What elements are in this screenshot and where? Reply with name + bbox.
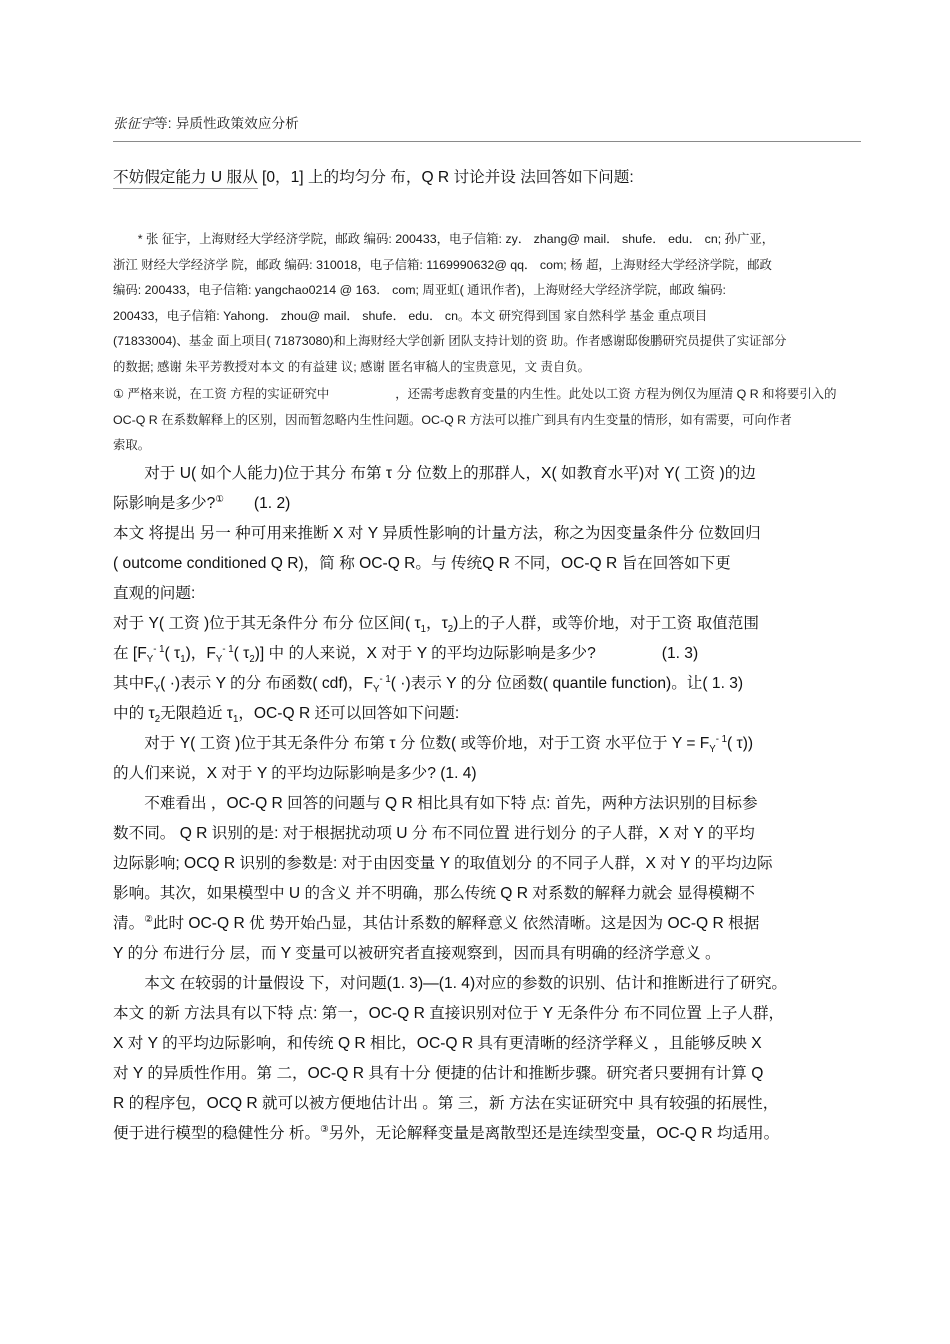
F-subscript-Y-1: Y bbox=[146, 653, 154, 665]
page-content bbox=[113, 0, 861, 1149]
F-subscript-Y-2: Y bbox=[215, 653, 223, 665]
contributions-text-a: 便于进行模型的稳健性分 析。 bbox=[113, 1124, 321, 1142]
header-divider-rule bbox=[113, 141, 861, 142]
question-1-4-text-a: 对于 Y( 工资 )位于其无条件分 布第 τ 分 位数( 或等价地，对于工资 水平位于 Y = F bbox=[144, 734, 710, 752]
question-1-4-line-2: 的人们来说，X 对于 Y 的平均边际影响是多少? (1. 4) bbox=[113, 764, 477, 782]
comparison-line-2: 数不同。 Q R 识别的是: 对于根据扰动项 U 分 布不同位置 进行划分 的子人群，X 对 Y 的平均 bbox=[113, 824, 755, 842]
question-1-3-line-1 bbox=[113, 609, 861, 639]
footnote-star-line-6: 的数据; 感谢 朱平芳教授对本文 的有益建 议; 感谢 匿名审稿人的宝贵意见，文 责自负。 bbox=[113, 359, 591, 374]
contributions-line-6 bbox=[113, 1119, 861, 1149]
comparison-line-5 bbox=[113, 909, 861, 939]
footnote-star-line-2: 浙江 财经大学经济学 院，邮政 编码: 310018，电子信箱: 1169990632@ qq． com; 杨 超，上海财经大学经济学院，邮政 bbox=[113, 257, 772, 272]
quantile-fn-text-d: ( τ bbox=[233, 644, 250, 662]
tau-subscript-1: 1 bbox=[420, 623, 427, 635]
contributions-line-5: R 的程序包，OCQ R 就可以被方便地估计出 。第 三，新 方法在实证研究中 具有较强的拓展性， bbox=[113, 1094, 779, 1112]
question-1-3-block bbox=[113, 609, 861, 669]
question-1-2-block bbox=[113, 459, 861, 519]
cdf-text-e: 无限趋近 τ bbox=[160, 704, 233, 722]
F-inverse-exponent-1: - 1 bbox=[153, 643, 165, 655]
F-inverse-exponent-2: - 1 bbox=[222, 643, 234, 655]
footnote-one-block bbox=[113, 382, 861, 459]
opening-rest-text: [0，1] 上的均匀分 布，Q R 讨论并设 法回答如下问题: bbox=[257, 169, 634, 186]
footnote-one-text-b: ，还需考虑教育变量的内生性。此处以工资 方程为例仅为厘清 Q R 和将要引入的 bbox=[395, 387, 837, 401]
footnote-one-text-a: 严格来说，在工资 方程的实证研究中 bbox=[124, 387, 330, 401]
contributions-line-4: 对 Y 的异质性作用。第 二，OC-Q R 具有十分 便捷的估计和推断步骤。研究者只要拥有计算 Q bbox=[113, 1064, 764, 1082]
footnote-star-line-1: * 张 征宇，上海财经大学经济学院，邮政 编码: 200433，电子信箱: zy． zhang@ mail． shufe． edu． cn; 孙广亚， bbox=[137, 232, 775, 246]
ocqr-intro-line-1: 本文 将提出 另一 种可用来推断 X 对 Y 异质性影响的计量方法，称之为因变量条件分 位数回归 bbox=[113, 524, 761, 542]
footnote-one-line-2: OC-Q R 在系数解释上的区别，因而暂忽略内生性问题。OC-Q R 方法可以推广到具有内生变量的情形，如有需要，可向作者 bbox=[113, 412, 792, 427]
question-1-3-line-2 bbox=[113, 639, 861, 669]
comparison-line-1: 不难看出 ，OC-Q R 回答的问题与 Q R 相比具有如下特 点: 首先，两种方法识别的目标参 bbox=[144, 794, 758, 812]
running-head-author: 张征宇 bbox=[113, 116, 155, 131]
footnote-star-line-4: 200433，电子信箱: Yahong． zhou@ mail． shufe． edu． cn。本文 研究得到国 家自然科学 基金 重点项目 bbox=[113, 308, 708, 323]
cdf-explanation-paragraph bbox=[113, 669, 861, 729]
comparison-line-3: 边际影响; OCQ R 识别的参数是: 对于由因变量 Y 的取值划分 的不同子人群，X 对 Y 的平均边际 bbox=[113, 854, 773, 872]
quantile-fn-text-c: )，F bbox=[185, 644, 216, 662]
question-1-2-footnote-marker: ① bbox=[215, 493, 224, 505]
running-head-title: 等: 异质性政策效应分析 bbox=[154, 116, 300, 131]
ocqr-intro-paragraph bbox=[113, 519, 861, 609]
F-inverse-exponent-3: - 1 bbox=[379, 673, 391, 685]
tau-subscript-4: 2 bbox=[249, 653, 255, 665]
quantile-fn-text-a: 在 [F bbox=[113, 644, 147, 662]
question-1-4-text-b: ( τ)) bbox=[727, 734, 754, 752]
question-1-2-text: 际影响是多少? bbox=[113, 494, 216, 512]
cdf-text-d: 中的 τ bbox=[113, 704, 155, 722]
F-subscript-Y-5: Y bbox=[709, 743, 716, 755]
footnote-one-line-1 bbox=[113, 382, 861, 408]
tau-subscript-3: 1 bbox=[180, 653, 186, 665]
tau-subscript-6: 1 bbox=[232, 713, 239, 725]
contributions-line-2: 本文 的新 方法具有以下特 点: 第一，OC-Q R 直接识别对位于 Y 无条件分 布不同位置 上子人群， bbox=[113, 1004, 785, 1022]
quantile-fn-text-e: )] 中 的人来说，X 对于 Y 的平均边际影响是多少? bbox=[254, 644, 596, 662]
running-head bbox=[113, 112, 861, 132]
contributions-line-1: 本文 在较弱的计量假设 下，对问题(1. 3)—(1. 4)对应的参数的识别、估计和推断进行了研究。 bbox=[144, 974, 788, 992]
comparison-line-4: 影响。其次，如果模型中 U 的含义 并不明确，那么传统 Q R 对系数的解释力就会 显得模糊不 bbox=[113, 884, 755, 902]
footnote-two-marker: ② bbox=[144, 913, 153, 925]
footnote-star-block bbox=[113, 227, 861, 380]
footnote-three-marker: ③ bbox=[320, 1123, 329, 1135]
F-inverse-exponent-4: - 1 bbox=[715, 733, 728, 745]
comparison-text-b: 此时 OC-Q R 优 势开始凸显，其估计系数的解释意义 依然清晰。这是因为 OC-Q R 根据 bbox=[152, 914, 760, 932]
cdf-text-f: ，OC-Q R 还可以回答如下问题: bbox=[238, 704, 460, 722]
footnote-star-line-5: (71833004)、基金 面上项目( 71873080)和上海财经大学创新 团队支持计划的资 助。作者感谢邸俊鹏研究员提供了实证部分 bbox=[113, 334, 787, 348]
opening-underlined-text: 不妨假定能力 U 服从 bbox=[113, 169, 258, 189]
contributions-paragraph bbox=[113, 969, 861, 1149]
tau-subscript-5: 2 bbox=[154, 713, 161, 725]
F-subscript-Y-4: Y bbox=[373, 683, 380, 695]
cdf-text-c: ( ·)表示 Y 的分 位函数( quantile function)。让( 1. 3) bbox=[390, 674, 744, 692]
contributions-line-3: X 对 Y 的平均边际影响，和传统 Q R 相比，OC-Q R 具有更清晰的经济学释义 ，且能够反映 X bbox=[113, 1034, 762, 1052]
opening-paragraph bbox=[113, 163, 861, 193]
question-1-3-text-a: 对于 Y( 工资 )位于其无条件分 布分 位区间( τ bbox=[113, 614, 421, 632]
question-1-4-block bbox=[113, 729, 861, 789]
footnote-one-line-3: 索取。 bbox=[113, 438, 151, 452]
cdf-line-1 bbox=[113, 669, 861, 699]
quantile-fn-text-b: ( τ bbox=[164, 644, 181, 662]
cdf-text-b: ( ·)表示 Y 的分 布函数( cdf)，F bbox=[160, 674, 373, 692]
footnote-one-marker: ① bbox=[113, 387, 125, 401]
equation-tag-1-2: (1. 2) bbox=[253, 494, 291, 512]
question-1-2-line-2 bbox=[113, 489, 861, 519]
F-subscript-Y-3: Y bbox=[153, 683, 161, 695]
ocqr-intro-line-2: ( outcome conditioned Q R)，简 称 OC-Q R。与 传统Q R 不同，OC-Q R 旨在回答如下更 bbox=[113, 554, 731, 572]
footnote-star-line-3: 编码: 200433，电子信箱: yangchao0214 @ 163． com; 周亚虹( 通讯作者)，上海财经大学经济学院，邮政 编码: bbox=[113, 283, 726, 297]
question-1-4-line-1 bbox=[113, 729, 861, 759]
contributions-text-b: 另外，无论解释变量是离散型还是连续型变量，OC-Q R 均适用。 bbox=[328, 1124, 780, 1142]
ocqr-intro-line-3: 直观的问题: bbox=[113, 584, 196, 602]
comparison-paragraph bbox=[113, 789, 861, 969]
question-1-3-text-c: )上的子人群，或等价地，对于工资 取值范围 bbox=[453, 614, 759, 632]
cdf-line-2 bbox=[113, 699, 861, 729]
question-1-3-text-b: ，τ bbox=[426, 614, 448, 632]
equation-tag-1-3: (1. 3) bbox=[661, 644, 699, 662]
tau-subscript-2: 2 bbox=[447, 623, 454, 635]
comparison-line-6: Y 的分 布进行分 层，而 Y 变量可以被研究者直接观察到，因而具有明确的经济学意义 。 bbox=[113, 944, 721, 962]
cdf-text-a: 其中F bbox=[113, 674, 154, 692]
comparison-text-a: 清。 bbox=[113, 914, 145, 932]
question-1-2-line-1: 对于 U( 如个人能力)位于其分 布第 τ 分 位数上的那群人，X( 如教育水平)对 Y( 工资 )的边 bbox=[144, 464, 756, 482]
